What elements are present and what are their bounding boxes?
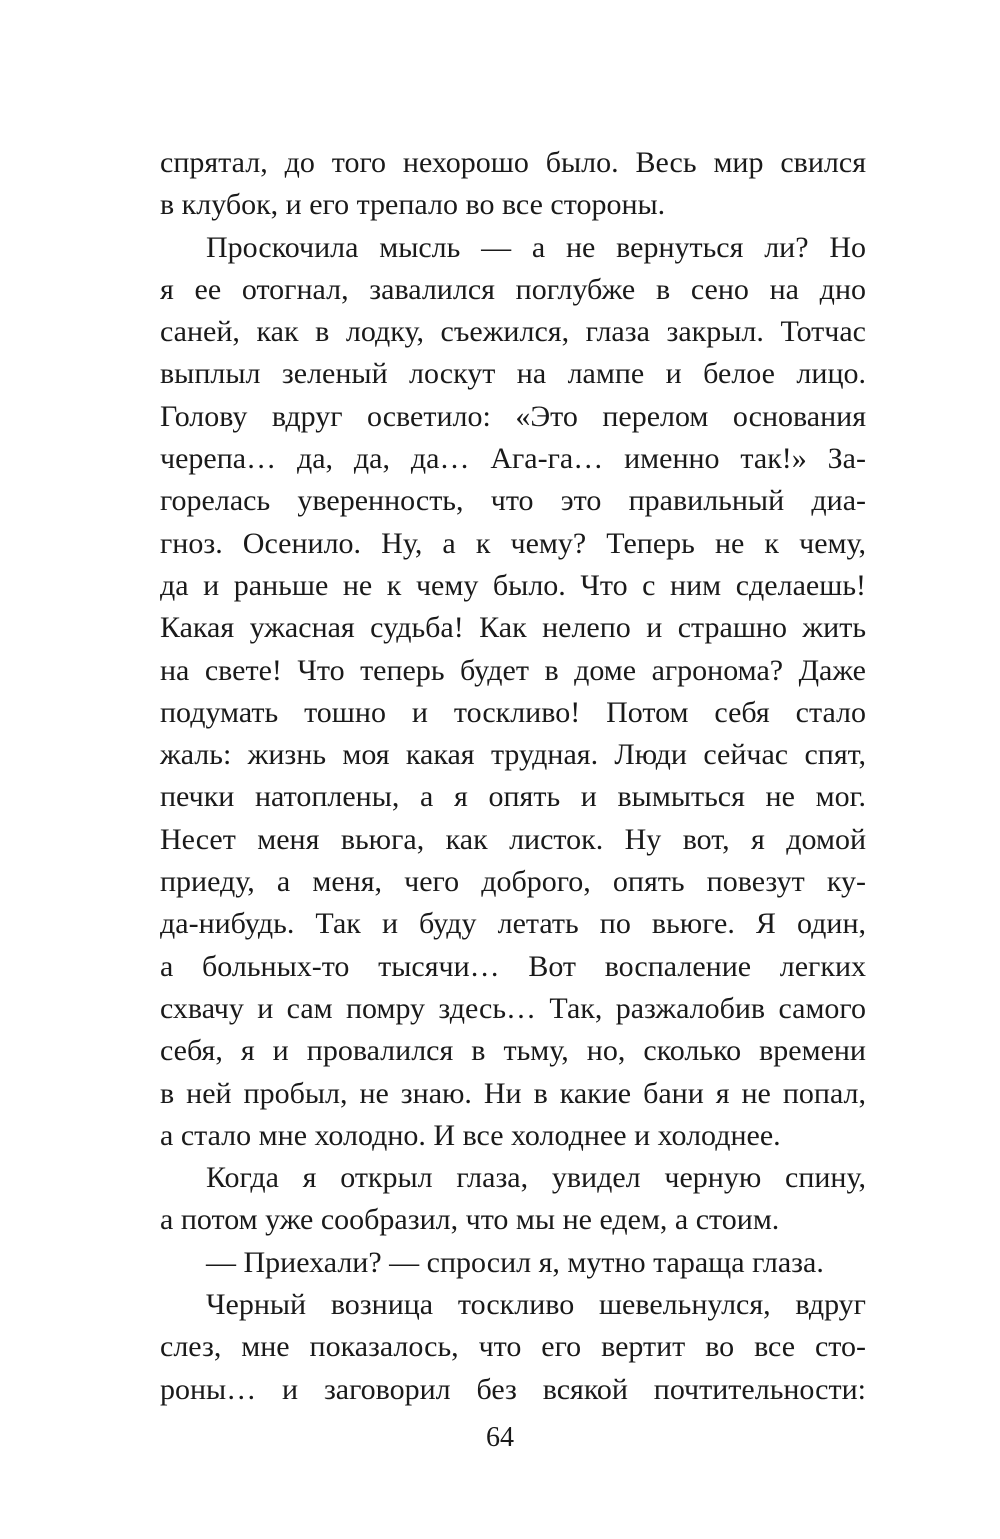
text-line: а больных-то тысячи… Вот воспаление легких <box>160 949 866 983</box>
text-line: в ней пробыл, не знаю. Ни в какие бани я не попал, <box>160 1076 866 1110</box>
text-line: горелась уверенность, что это правильный диа- <box>160 484 866 518</box>
text-line: я ее отогнал, завалился поглубже в сено на дно <box>160 272 866 306</box>
text-line: саней, как в лодку, съежился, глаза закрыл. Тотчас <box>160 315 866 349</box>
text-line: в клубок, и его трепало во все стороны. <box>160 188 666 222</box>
text-line: гноз. Осенило. Ну, а к чему? Теперь не к чему, <box>160 526 866 560</box>
body-text <box>160 142 866 1411</box>
text-line: Когда я открыл глаза, увидел черную спину, <box>206 1161 866 1195</box>
text-line: спрятал, до того нехорошо было. Весь мир свился <box>160 146 866 179</box>
text-line: печки натоплены, а я опять и вымыться не мог. <box>160 780 866 814</box>
text-line: слез, мне показалось, что его вертит во все сто- <box>160 1330 866 1364</box>
text-line: Голову вдруг осветило: «Это перелом основания <box>160 399 866 433</box>
text-line: на свете! Что теперь будет в доме агронома? Даже <box>160 653 866 687</box>
text-line: выплыл зеленый лоскут на лампе и белое лицо. <box>160 357 866 391</box>
text-line: приеду, а меня, чего доброго, опять повезут ку- <box>160 865 866 899</box>
page-number: 64 <box>486 1422 514 1453</box>
text-line: а стало мне холодно. И все холоднее и холоднее. <box>160 1118 781 1152</box>
text-line: себя, я и провалился в тьму, но, сколько времени <box>160 1034 866 1068</box>
text-line: Какая ужасная судьба! Как нелепо и страшно жить <box>160 611 866 645</box>
text-line: Проскочила мысль — а не вернуться ли? Но <box>206 230 866 264</box>
text-line: Черный возница тоскливо шевельнулся, вдруг <box>206 1288 866 1322</box>
text-line: жаль: жизнь моя какая трудная. Люди сейчас спят, <box>160 738 866 772</box>
text-line: схвачу и сам помру здесь… Так, разжалобив самого <box>160 991 866 1025</box>
text-line: а потом уже сообразил, что мы не едем, а стоим. <box>160 1203 780 1237</box>
text-line: роны… и заговорил без всякой почтительности: <box>160 1372 866 1406</box>
text-line: Несет меня вьюга, как листок. Ну вот, я домой <box>160 822 866 856</box>
text-line: черепа… да, да, да… Ага-га… именно так!» За- <box>160 442 866 476</box>
text-line: — Приехали? — спросил я, мутно тараща глаза. <box>206 1245 824 1279</box>
text-line: да и раньше не к чему было. Что с ним сделаешь! <box>160 568 866 602</box>
text-line: подумать тошно и тоскливо! Потом себя стало <box>160 695 866 729</box>
text-line: да-нибудь. Так и буду летать по вьюге. Я один, <box>160 907 866 941</box>
